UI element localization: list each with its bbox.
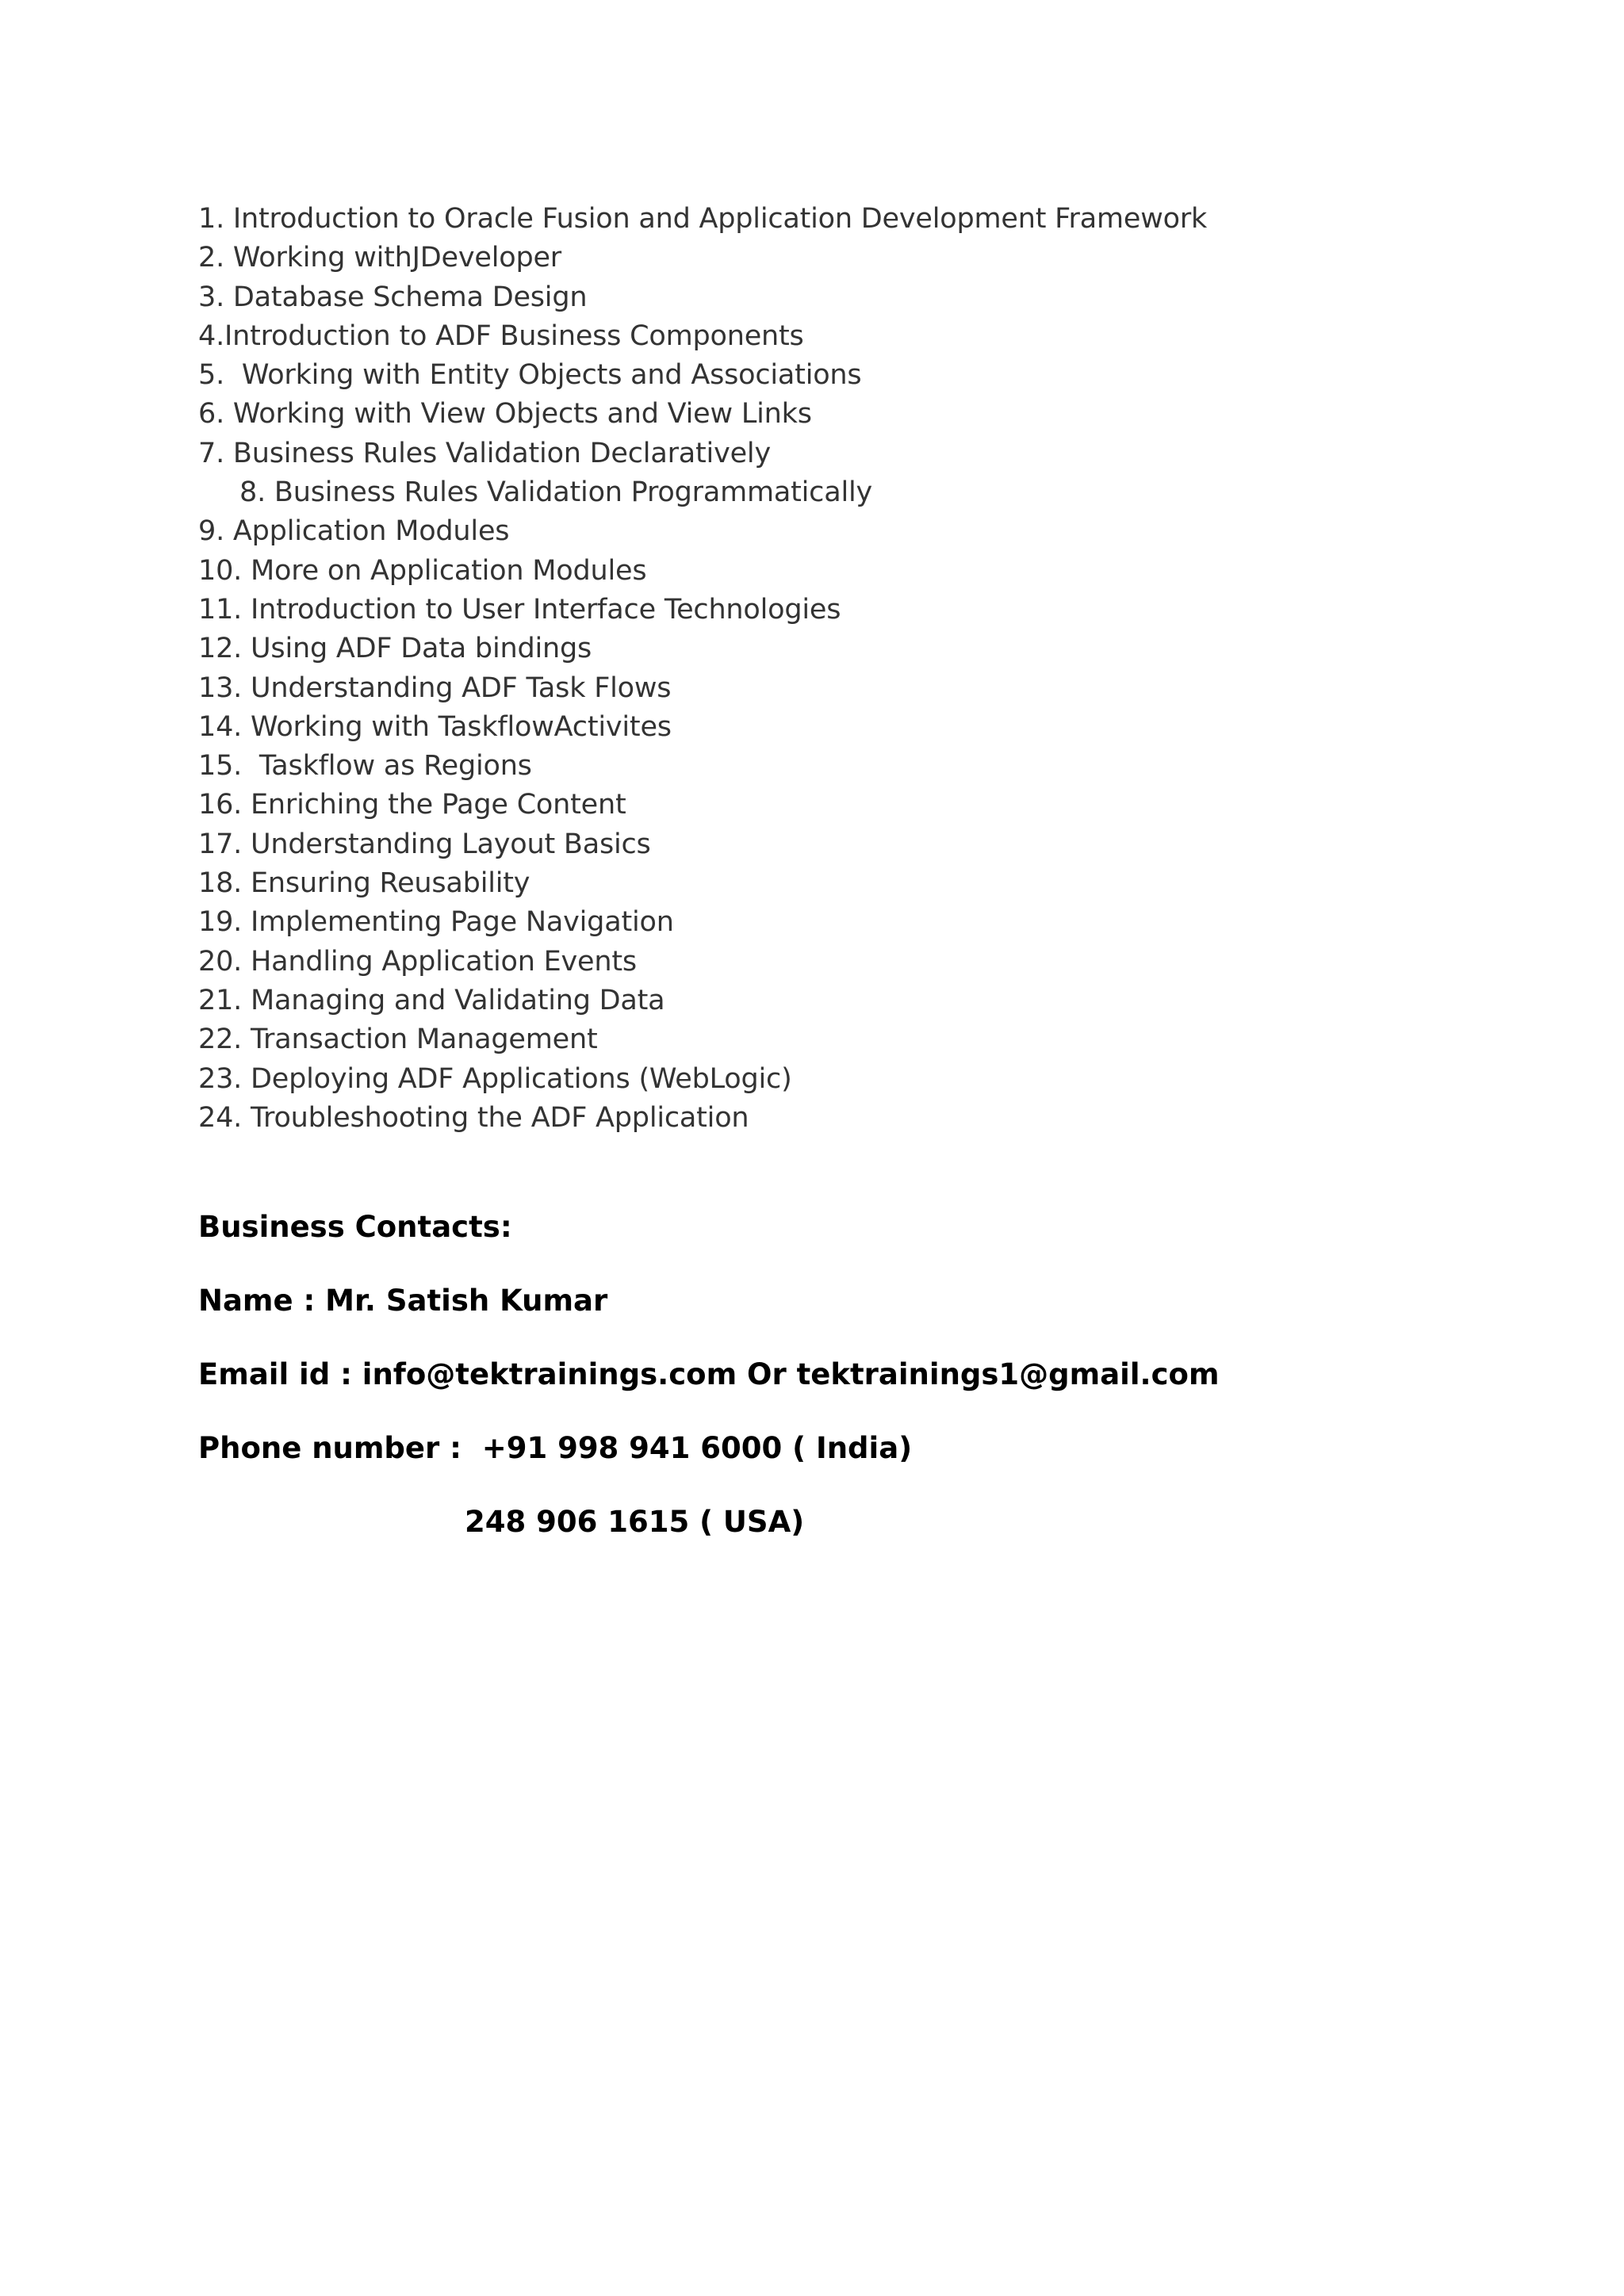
outline-item: 10. More on Application Modules	[198, 554, 647, 587]
outline-item: 1. Introduction to Oracle Fusion and Application Development Framework	[198, 203, 1208, 235]
outline-item: 17. Understanding Layout Basics	[198, 828, 651, 860]
outline-item: 9. Application Modules	[198, 515, 510, 548]
outline-item: 20. Handling Application Events	[198, 945, 637, 978]
outline-item: 23. Deploying ADF Applications (WebLogic)	[198, 1062, 792, 1095]
outline-item: 19. Implementing Page Navigation	[198, 906, 674, 939]
outline-item: 15. Taskflow as Regions	[198, 750, 532, 783]
outline-item: 21. Managing and Validating Data	[198, 984, 665, 1016]
outline-item: 13. Understanding ADF Task Flows	[198, 672, 672, 704]
outline-item: 16. Enriching the Page Content	[198, 789, 626, 821]
outline-item: 8. Business Rules Validation Programmatically	[239, 476, 872, 509]
outline-item: 12. Using ADF Data bindings	[198, 633, 592, 665]
outline-item: 3. Database Schema Design	[198, 281, 588, 313]
contact-name: Name : Mr. Satish Kumar	[198, 1284, 608, 1318]
outline-item: 22. Transaction Management	[198, 1024, 598, 1056]
course-outline-list	[198, 200, 1207, 1138]
outline-item: 11. Introduction to User Interface Technologies	[198, 593, 841, 626]
outline-item: 24. Troubleshooting the ADF Application	[198, 1101, 749, 1134]
outline-item: 5. Working with Entity Objects and Associations	[198, 359, 862, 392]
outline-item: 6. Working with View Objects and View Links	[198, 398, 812, 430]
outline-item: 4.Introduction to ADF Business Components	[198, 320, 804, 352]
contact-phone-usa: 248 906 1615 ( USA)	[465, 1505, 805, 1539]
outline-item: 7. Business Rules Validation Declaratively	[198, 437, 771, 469]
outline-item: 2. Working withJDeveloper	[198, 242, 561, 274]
contacts-heading: Business Contacts:	[198, 1210, 512, 1244]
contact-phone-india: Phone number : +91 998 941 6000 ( India)	[198, 1431, 913, 1465]
outline-item: 14. Working with TaskflowActivites	[198, 710, 672, 743]
contact-email: Email id : info@tektrainings.com Or tektrainings1@gmail.com	[198, 1357, 1220, 1391]
outline-item: 18. Ensuring Reusability	[198, 867, 530, 900]
business-contacts-section	[198, 1203, 1220, 1572]
